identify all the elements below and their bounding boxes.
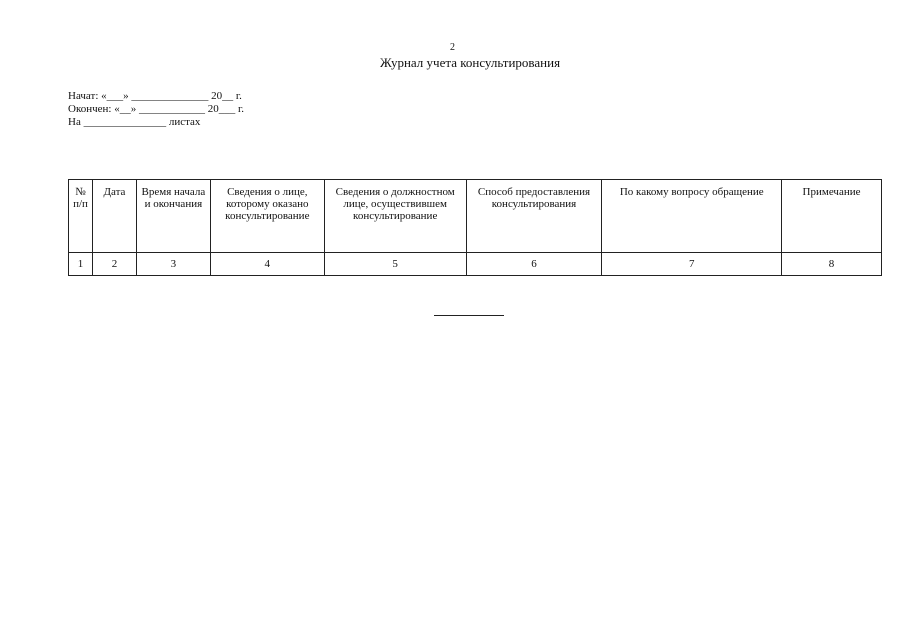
end-divider <box>434 315 504 316</box>
ended-line: Окончен: «__» ____________ 20___ г. <box>68 103 244 115</box>
journal-meta <box>68 90 244 129</box>
column-number-cell: 8 <box>782 253 882 276</box>
journal-table <box>68 179 882 276</box>
header-cell-method: Способ предоставления консультирования <box>466 180 602 253</box>
sheets-line: На _______________ листах <box>68 116 201 128</box>
header-cell-time: Время начала и окончания <box>136 180 210 253</box>
header-cell-note: Примечание <box>782 180 882 253</box>
header-cell-number: № п/п <box>69 180 93 253</box>
header-cell-date: Дата <box>92 180 136 253</box>
started-line: Начат: «___» ______________ 20__ г. <box>68 90 242 102</box>
column-number-cell: 3 <box>136 253 210 276</box>
header-cell-official: Сведения о должностном лице, осуществившем консультирование <box>324 180 466 253</box>
column-number-cell: 7 <box>602 253 782 276</box>
numbering-row <box>69 253 882 276</box>
column-number-cell: 6 <box>466 253 602 276</box>
header-row <box>69 180 882 253</box>
document-title: Журнал учета консультирования <box>379 55 561 70</box>
header-cell-person: Сведения о лице, которому оказано консультирование <box>210 180 324 253</box>
column-number-cell: 2 <box>92 253 136 276</box>
page-number: 2 <box>450 42 455 53</box>
column-number-cell: 1 <box>69 253 93 276</box>
column-number-cell: 4 <box>210 253 324 276</box>
column-number-cell: 5 <box>324 253 466 276</box>
header-cell-question: По какому вопросу обращение <box>602 180 782 253</box>
